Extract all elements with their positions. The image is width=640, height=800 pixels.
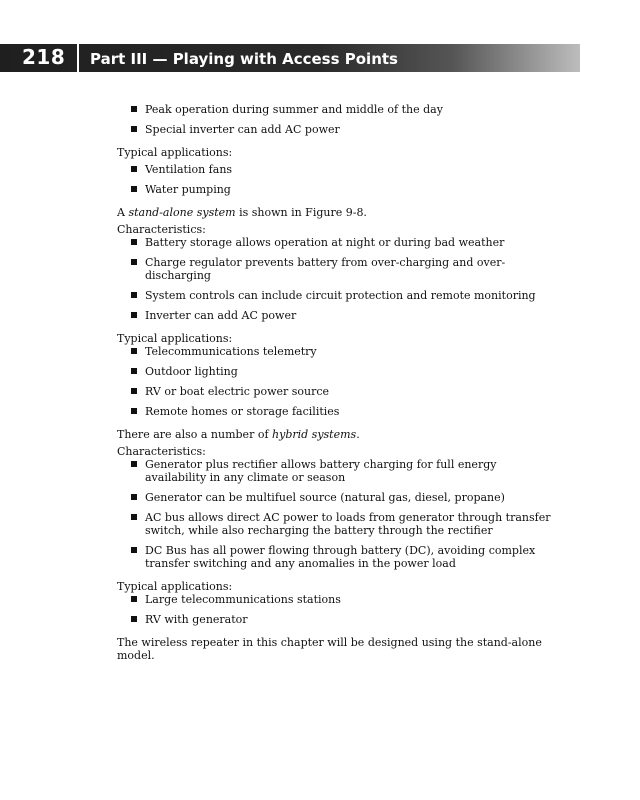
list-item: System controls can include circuit protection and remote monitoring <box>117 289 557 302</box>
bullet-list-applications-1 <box>117 163 557 196</box>
list-item: Outdoor lighting <box>117 365 557 378</box>
list-item: Large telecommunications stations <box>117 593 557 606</box>
list-item: Generator plus rectifier allows battery charging for full energy availability in any climate or season <box>117 458 557 484</box>
list-item: RV with generator <box>117 613 557 626</box>
bullet-list-standalone-characteristics <box>117 236 557 322</box>
text: is shown in Figure 9-8. <box>235 206 367 219</box>
bullet-list-applications-3 <box>117 593 557 626</box>
list-item: Generator can be multifuel source (natural gas, diesel, propane) <box>117 491 557 504</box>
bullet-list-hybrid-characteristics <box>117 458 557 570</box>
closing-paragraph: The wireless repeater in this chapter will be designed using the stand-alone model. <box>117 636 542 662</box>
list-item: AC bus allows direct AC power to loads from generator through transfer switch, while also recharging the battery through the rectifier <box>117 511 557 537</box>
hybrid-paragraph <box>117 428 557 441</box>
list-item: Peak operation during summer and middle of the day <box>117 103 557 116</box>
list-item: Special inverter can add AC power <box>117 123 557 136</box>
page-body <box>117 103 557 662</box>
text: . <box>356 428 360 441</box>
standalone-paragraph <box>117 206 557 219</box>
list-item: RV or boat electric power source <box>117 385 557 398</box>
page-number: 218 <box>22 45 66 69</box>
list-item: DC Bus has all power flowing through battery (DC), avoiding complex transfer switching and any anomalies in the power load <box>117 544 557 570</box>
bullet-list-peak <box>117 103 557 136</box>
list-item: Remote homes or storage facilities <box>117 405 557 418</box>
emphasis-text: stand-alone system <box>128 206 236 219</box>
characteristics-heading: Characteristics: <box>117 445 206 458</box>
typical-applications-heading: Typical applications: <box>117 146 233 159</box>
text: A <box>117 206 129 219</box>
typical-applications-heading: Typical applications: <box>117 332 233 345</box>
running-header-title: Part III — Playing with Access Points <box>90 50 398 68</box>
header-divider <box>77 44 79 72</box>
characteristics-heading: Characteristics: <box>117 223 206 236</box>
list-item: Charge regulator prevents battery from over-charging and over-discharging <box>117 256 557 282</box>
list-item: Telecommunications telemetry <box>117 345 557 358</box>
bullet-list-applications-2 <box>117 345 557 418</box>
list-item: Water pumping <box>117 183 557 196</box>
typical-applications-heading: Typical applications: <box>117 580 233 593</box>
list-item: Inverter can add AC power <box>117 309 557 322</box>
list-item: Battery storage allows operation at night or during bad weather <box>117 236 557 249</box>
text: There are also a number of <box>117 428 273 441</box>
emphasis-text: hybrid systems <box>272 428 357 441</box>
list-item: Ventilation fans <box>117 163 557 176</box>
